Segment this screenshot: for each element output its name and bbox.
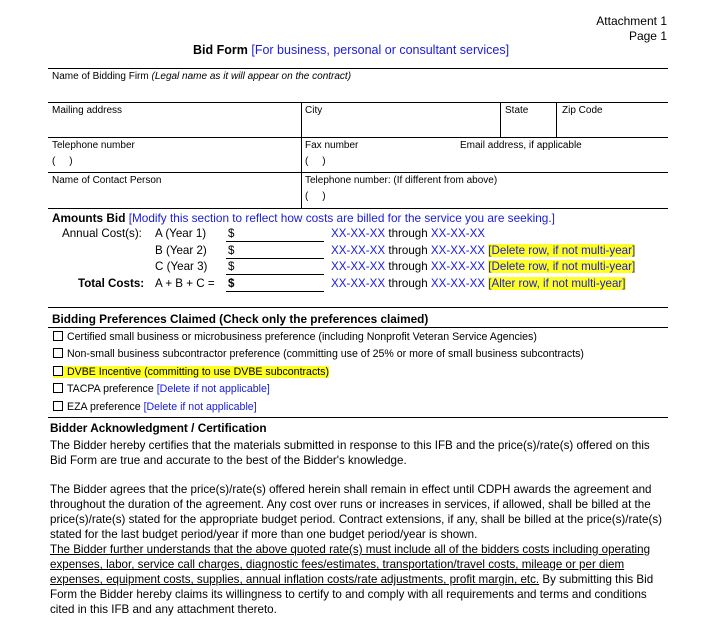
date-from: XX-XX-XX — [331, 227, 386, 240]
amount-input-line[interactable] — [226, 241, 324, 242]
preference-item — [53, 348, 584, 360]
page-title — [193, 43, 509, 57]
table-rule-5 — [48, 208, 668, 209]
amount-dollar-sign: $ — [228, 227, 235, 240]
date-through: through — [388, 227, 428, 240]
preference-checkbox[interactable] — [53, 348, 63, 358]
preference-item-body — [53, 383, 154, 395]
divider — [301, 137, 302, 172]
preference-item-body — [53, 401, 141, 413]
telephone-paren: ( ) — [52, 156, 73, 167]
total-costs-label: Total Costs: — [78, 277, 145, 290]
preference-label: Certified small business or microbusiness preference (including Nonprofit Veteran Service Agencies) — [67, 331, 537, 343]
acknowledgment-paragraph-3-rest: By submitting this Bid Form the Bidder hereby claims its willingness to certify to and comply with all requirements and terms and conditions cited in this IFB and any attachment thereto. — [50, 573, 654, 616]
amount-row-note: [Alter row, if not multi-year] — [488, 277, 626, 290]
amounts-heading — [52, 211, 555, 225]
preference-item-body — [53, 366, 329, 378]
date-from: XX-XX-XX — [331, 277, 386, 290]
preference-label: TACPA preference — [67, 383, 154, 395]
amounts-bottom-rule — [48, 307, 668, 308]
acknowledgment-paragraph-3 — [50, 542, 665, 617]
divider — [301, 172, 302, 208]
preference-label: Non-small business subcontractor preference (committing use of 25% or more of small business subcontracts) — [67, 348, 584, 360]
amount-row-label: C (Year 3) — [155, 260, 208, 273]
contact-phone-paren: ( ) — [305, 191, 326, 202]
divider — [500, 102, 501, 137]
zip-code-field[interactable]: Zip Code — [562, 105, 603, 116]
title-subtitle: [For business, personal or consultant services] — [251, 43, 510, 57]
preferences-heading: Bidding Preferences Claimed (Check only the preferences claimed) — [52, 312, 429, 326]
amount-date-range — [331, 260, 635, 273]
table-rule-4 — [48, 172, 668, 173]
date-through: through — [388, 260, 428, 273]
divider — [301, 102, 302, 137]
fax-paren: ( ) — [305, 156, 326, 167]
table-rule-3 — [48, 137, 668, 138]
date-to: XX-XX-XX — [430, 260, 486, 273]
amount-row-note: [Delete row, if not multi-year] — [488, 260, 636, 273]
amount-input-line[interactable] — [226, 291, 324, 292]
firm-name-field[interactable] — [52, 71, 351, 82]
preference-item-body — [53, 348, 584, 360]
amount-dollar-sign: $ — [228, 277, 235, 290]
date-to: XX-XX-XX — [430, 244, 486, 257]
preference-checkbox[interactable] — [53, 401, 63, 411]
annual-costs-label: Annual Cost(s): — [62, 227, 142, 240]
preference-label: DVBE Incentive (committing to use DVBE subcontracts) — [67, 366, 330, 378]
amounts-heading-text: Amounts Bid — [52, 211, 126, 225]
preferences-heading-rule — [48, 327, 668, 328]
amount-input-line[interactable] — [226, 274, 324, 275]
table-rule-2 — [48, 102, 668, 103]
preference-checkbox[interactable] — [53, 366, 63, 376]
preference-note: [Delete if not applicable] — [156, 383, 270, 395]
page-number: Page 1 — [628, 29, 667, 43]
attachment-label: Attachment 1 — [596, 14, 667, 28]
date-to: XX-XX-XX — [430, 277, 486, 290]
amount-date-range — [331, 277, 626, 290]
amount-input-line[interactable] — [226, 258, 324, 259]
preference-item — [53, 366, 329, 378]
preference-checkbox[interactable] — [53, 383, 63, 393]
acknowledgment-paragraph-2: The Bidder agrees that the price(s)/rate(s) offered herein shall remain in effect until CDPH awards the agreement and throughout the duration of the agreement. Any cost over runs or increases in services, if allowed, shall be billed at the price(s)/rate(s) stated for the appropriate budget period. Contract extensions, if any, shall be billed at the price(s)/rate(s) stated for the last budget period/year if more than one budget period/year is shown. — [50, 483, 662, 541]
amount-row-note: [Delete row, if not multi-year] — [488, 244, 636, 257]
city-field[interactable]: City — [305, 105, 323, 116]
preference-item — [53, 401, 257, 413]
date-from: XX-XX-XX — [331, 260, 386, 273]
amounts-heading-note: [Modify this section to reflect how costs are billed for the service you are seeking.] — [128, 211, 555, 225]
table-top-rule — [48, 68, 668, 69]
email-field[interactable]: Email address, if applicable — [460, 140, 582, 151]
preference-item — [53, 383, 270, 395]
amount-dollar-sign: $ — [228, 244, 235, 257]
firm-name-note: (Legal name as it will appear on the contract) — [151, 71, 352, 82]
date-through: through — [388, 244, 428, 257]
preference-checkbox[interactable] — [53, 331, 63, 341]
amount-row-label: B (Year 2) — [155, 244, 207, 257]
divider — [556, 102, 557, 137]
acknowledgment-paragraph-1: The Bidder hereby certifies that the materials submitted in response to this IFB and the price(s)/rate(s) offered on this Bid Form are true and accurate to the best of the Bidder's knowledge. — [50, 439, 650, 467]
fax-field[interactable]: Fax number — [305, 140, 359, 151]
preferences-bottom-rule — [48, 417, 668, 418]
amount-dollar-sign: $ — [228, 260, 235, 273]
amount-row-label: A (Year 1) — [155, 227, 207, 240]
date-to: XX-XX-XX — [430, 227, 486, 240]
firm-name-label: Name of Bidding Firm — [52, 71, 149, 82]
telephone-field[interactable]: Telephone number — [52, 140, 135, 151]
acknowledgment-heading: Bidder Acknowledgment / Certification — [50, 421, 267, 435]
contact-person-field[interactable]: Name of Contact Person — [52, 175, 162, 186]
acknowledgment-paragraph-3-underlined: The Bidder further understands that the above quoted rate(s) must include all of the bidders costs including operating expenses, labor, service call charges, diagnostic fees/estimates, transportation/travel costs, mileage or per diem expenses, equipment costs, supplies, annual inflation costs/rate adjustments, profit margin, etc. — [50, 543, 651, 586]
amount-date-range — [331, 227, 485, 240]
date-from: XX-XX-XX — [331, 244, 386, 257]
amount-date-range — [331, 244, 635, 257]
date-through: through — [388, 277, 428, 290]
mailing-address-field[interactable]: Mailing address — [52, 105, 123, 116]
title-text: Bid Form — [193, 43, 248, 57]
preference-item-body — [53, 331, 537, 343]
state-field[interactable]: State — [505, 105, 529, 116]
preference-label: EZA preference — [67, 401, 141, 413]
amount-row-label: A + B + C = — [155, 277, 215, 290]
preference-item — [53, 331, 537, 343]
contact-phone-field[interactable]: Telephone number: (If different from above) — [305, 175, 498, 186]
preference-note: [Delete if not applicable] — [143, 401, 257, 413]
